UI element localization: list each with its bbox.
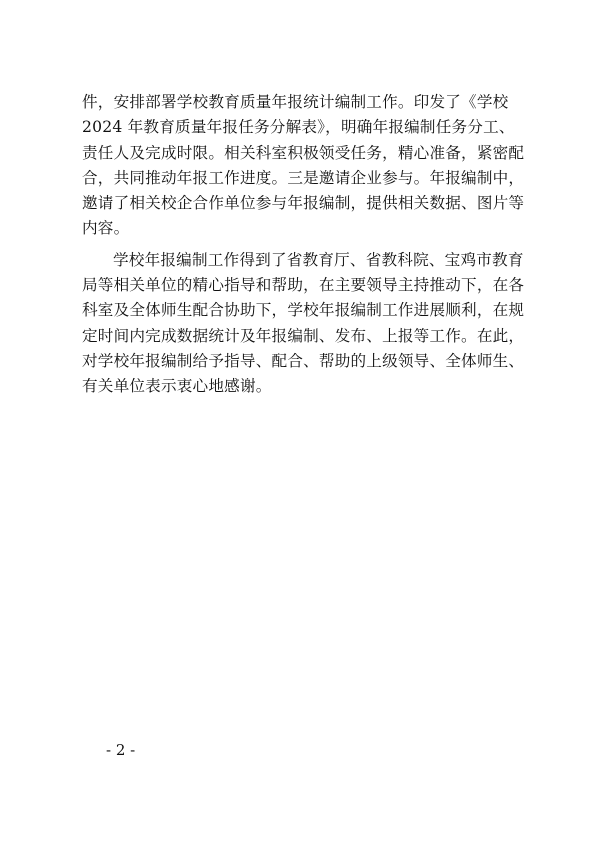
paragraph-line: 合，共同推动年报工作进度。三是邀请企业参与。年报编制中， xyxy=(82,168,525,187)
paragraph-line: 定时间内完成数据统计及年报编制、发布、上报等工作。在此， xyxy=(82,326,525,345)
paragraph-line: 科室及全体师生配合协助下，学校年报编制工作进展顺利，在规 xyxy=(82,301,525,320)
paragraph-line: 有关单位表示衷心地感谢。 xyxy=(82,377,272,396)
paragraph-line: 内容。 xyxy=(82,219,130,238)
document-body xyxy=(82,90,525,400)
page-number: - 2 - xyxy=(106,741,136,759)
paragraph-1 xyxy=(82,90,525,242)
paragraph-line: 局等相关单位的精心指导和帮助，在主要领导主持推动下，在各 xyxy=(82,276,525,295)
paragraph-first-line: 学校年报编制工作得到了省教育厅、省教科院、宝鸡市教育 xyxy=(113,250,524,269)
paragraph-line: 邀请了相关校企合作单位参与年报编制，提供相关数据、图片等 xyxy=(82,194,525,213)
paragraph-line: 责任人及完成时限。相关科室积极领受任务，精心准备，紧密配 xyxy=(82,143,525,162)
paragraph-line: 对学校年报编制给予指导、配合、帮助的上级领导、全体师生、 xyxy=(82,351,525,370)
paragraph-line: 件，安排部署学校教育质量年报统计编制工作。印发了《学校 xyxy=(82,93,509,111)
paragraph-2 xyxy=(82,248,525,400)
paragraph-line: 2024 年教育质量年报任务分解表》，明确年报编制任务分工、 xyxy=(82,118,515,137)
